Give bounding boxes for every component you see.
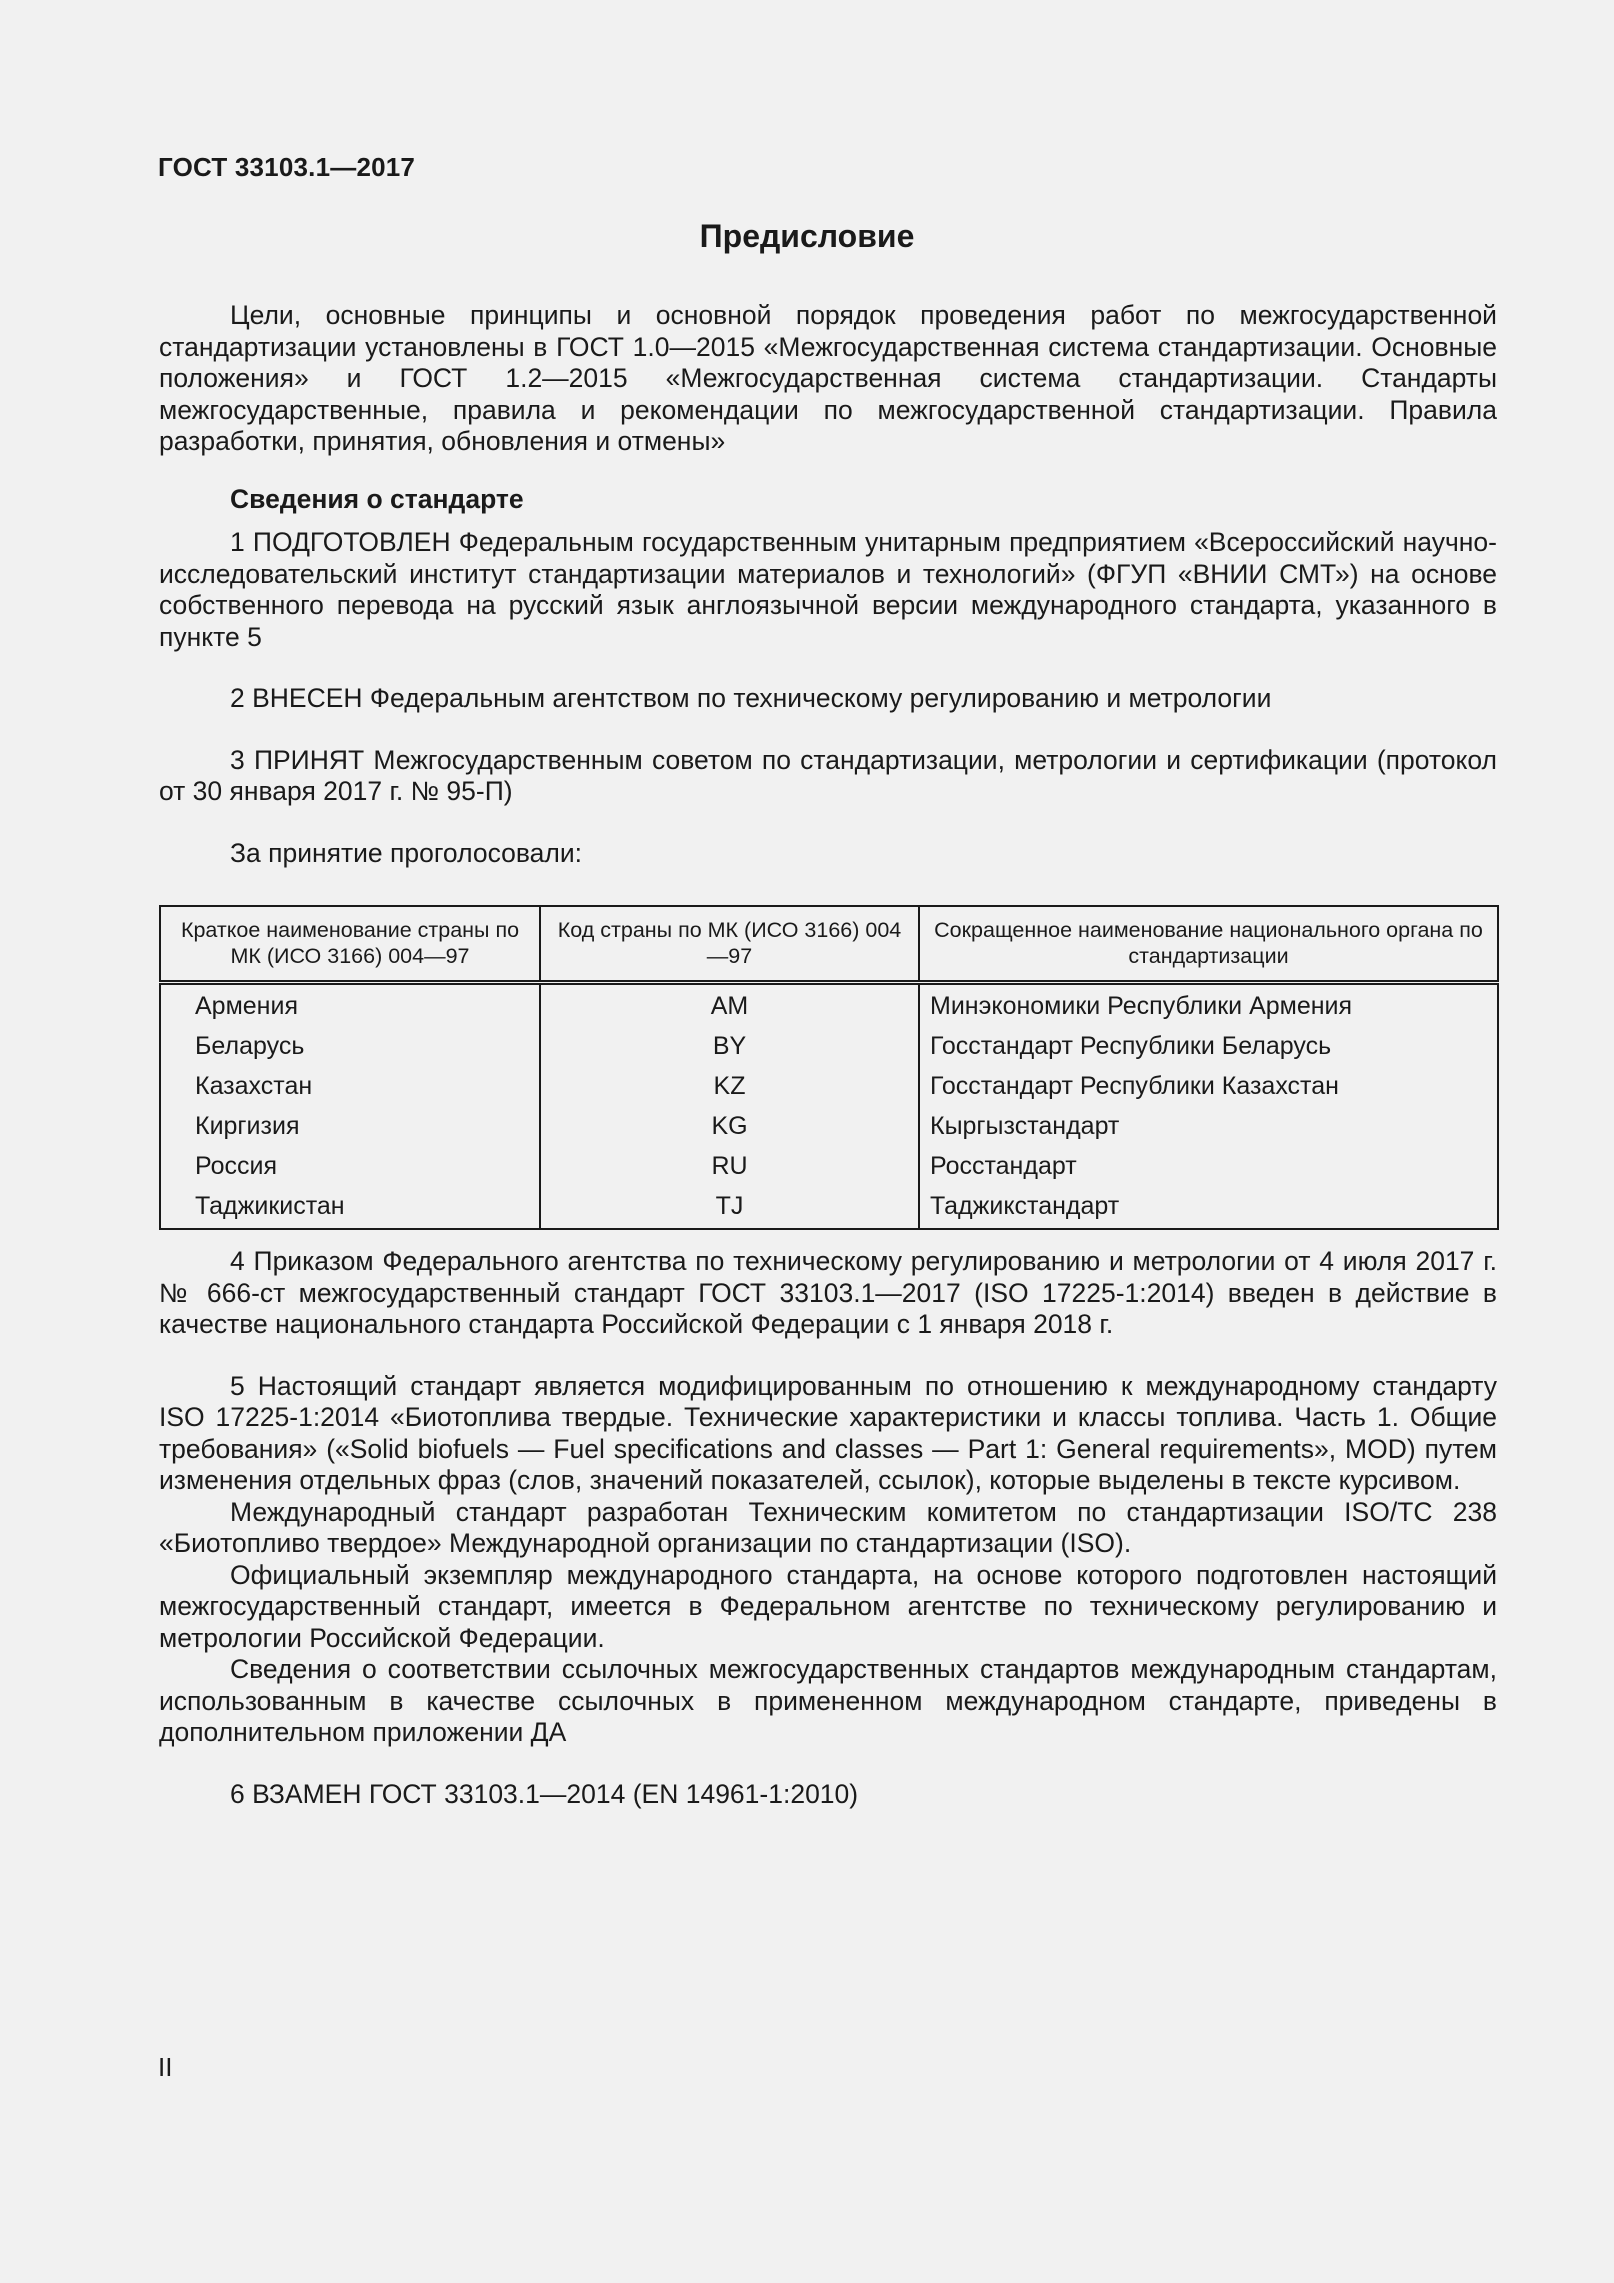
intro-paragraph: Цели, основные принципы и основной порядок проведения работ по межгосударственной стандартизации установлены в ГОСТ 1.0—2015 «Межгосударственная система стандартизации. Основные положения» и ГОСТ 1.2—2015 «Межгосударственная система стандартизации. Стандарты межгосударственные, правила и рекомендации по межгосударственной стандартизации. Правила разработки, принятия, обновления и отмены» — [159, 300, 1497, 456]
header-country-code: Код страны по МК (ИСО 3166) 004—97 — [540, 906, 919, 983]
org-cell: Росстандарт — [919, 1146, 1498, 1186]
country-cell: Казахстан — [160, 1066, 540, 1106]
table-header-row — [160, 906, 1498, 983]
org-cell: Кыргызстандарт — [919, 1106, 1498, 1146]
item-2-introduced: 2 ВНЕСЕН Федеральным агентством по техническому регулированию и метрологии — [230, 683, 1272, 713]
item-6-replaces: 6 ВЗАМЕН ГОСТ 33103.1—2014 (EN 14961-1:2010) — [230, 1778, 859, 1809]
country-cell: Киргизия — [160, 1106, 540, 1146]
country-cell: Таджикистан — [160, 1186, 540, 1229]
table-row — [160, 1066, 1498, 1106]
item-5-modified: 5 Настоящий стандарт является модифицированным по отношению к международному стандарту ISO 17225-1:2014 «Биотоплива твердые. Технические характеристики и классы топлива. Часть 1. Общие требования» («Solid biofuels — Fuel specifications and classes — Part 1: General requirements», MOD) путем изменения отдельных фраз (слов, значений показателей, ссылок), которые выделены в тексте курсивом. — [159, 1370, 1497, 1495]
code-cell: AM — [540, 983, 919, 1027]
item-5-official-copy: Официальный экземпляр международного стандарта, на основе которого подготовлен настоящий межгосударственный стандарт, имеется в Федеральном агентстве по техническому регулированию и метрологии Российской Федерации. — [159, 1559, 1497, 1653]
page-title: Предисловие — [699, 218, 915, 254]
table-row — [160, 1186, 1498, 1229]
item-5-committee: Международный стандарт разработан Техническим комитетом по стандартизации ISO/TC 238 «Биотопливо твердое» Международной организации по стандартизации (ISO). — [159, 1496, 1497, 1558]
org-cell: Госстандарт Республики Беларусь — [919, 1026, 1498, 1066]
document-code: ГОСТ 33103.1—2017 — [158, 152, 416, 182]
org-cell: Госстандарт Республики Казахстан — [919, 1066, 1498, 1106]
voted-for-label: За принятие проголосовали: — [230, 837, 583, 868]
header-national-body: Сокращенное наименование национального органа по стандартизации — [919, 906, 1498, 983]
preface-body — [159, 300, 1497, 1810]
voting-countries-table — [159, 905, 1499, 1230]
code-cell: BY — [540, 1026, 919, 1066]
country-cell: Беларусь — [160, 1026, 540, 1066]
standard-info-heading: Сведения о стандарте — [230, 483, 524, 514]
code-cell: KZ — [540, 1066, 919, 1106]
item-5-references: Сведения о соответствии ссылочных межгосударственных стандартов международным стандартам, использованным в качестве ссылочных в примененном международном стандарте, приведены в дополнительном приложении ДА — [159, 1654, 1497, 1747]
item-3-adopted: 3 ПРИНЯТ Межгосударственным советом по стандартизации, метрологии и сертификации (протокол от 30 января 2017 г. № 95-П) — [159, 744, 1497, 806]
table-row — [160, 1106, 1498, 1146]
org-cell: Таджикстандарт — [919, 1186, 1498, 1229]
page-number: II — [158, 2052, 173, 2082]
code-cell: KG — [540, 1106, 919, 1146]
item-1-prepared: 1 ПОДГОТОВЛЕН Федеральным государственным унитарным предприятием «Всероссийский научно-исследовательский институт стандартизации материалов и технологий» (ФГУП «ВНИИ СМТ») на основе собственного перевода на русский язык англоязычной версии международного стандарта, указанного в пункте 5 — [159, 527, 1497, 652]
code-cell: RU — [540, 1146, 919, 1186]
org-cell: Минэкономики Республики Армения — [919, 983, 1498, 1027]
code-cell: TJ — [540, 1186, 919, 1229]
country-cell: Армения — [160, 983, 540, 1027]
table-row — [160, 1146, 1498, 1186]
country-cell: Россия — [160, 1146, 540, 1186]
table-row — [160, 983, 1498, 1027]
header-country-name: Краткое наименование страны по МК (ИСО 3166) 004—97 — [160, 906, 540, 983]
item-4-order: 4 Приказом Федерального агентства по техническому регулированию и метрологии от 4 июля 2017 г. № 666-ст межгосударственный стандарт ГОСТ 33103.1—2017 (ISO 17225-1:2014) введен в действие в качестве национального стандарта Российской Федерации с 1 января 2018 г. — [159, 1246, 1497, 1339]
table-row — [160, 1026, 1498, 1066]
